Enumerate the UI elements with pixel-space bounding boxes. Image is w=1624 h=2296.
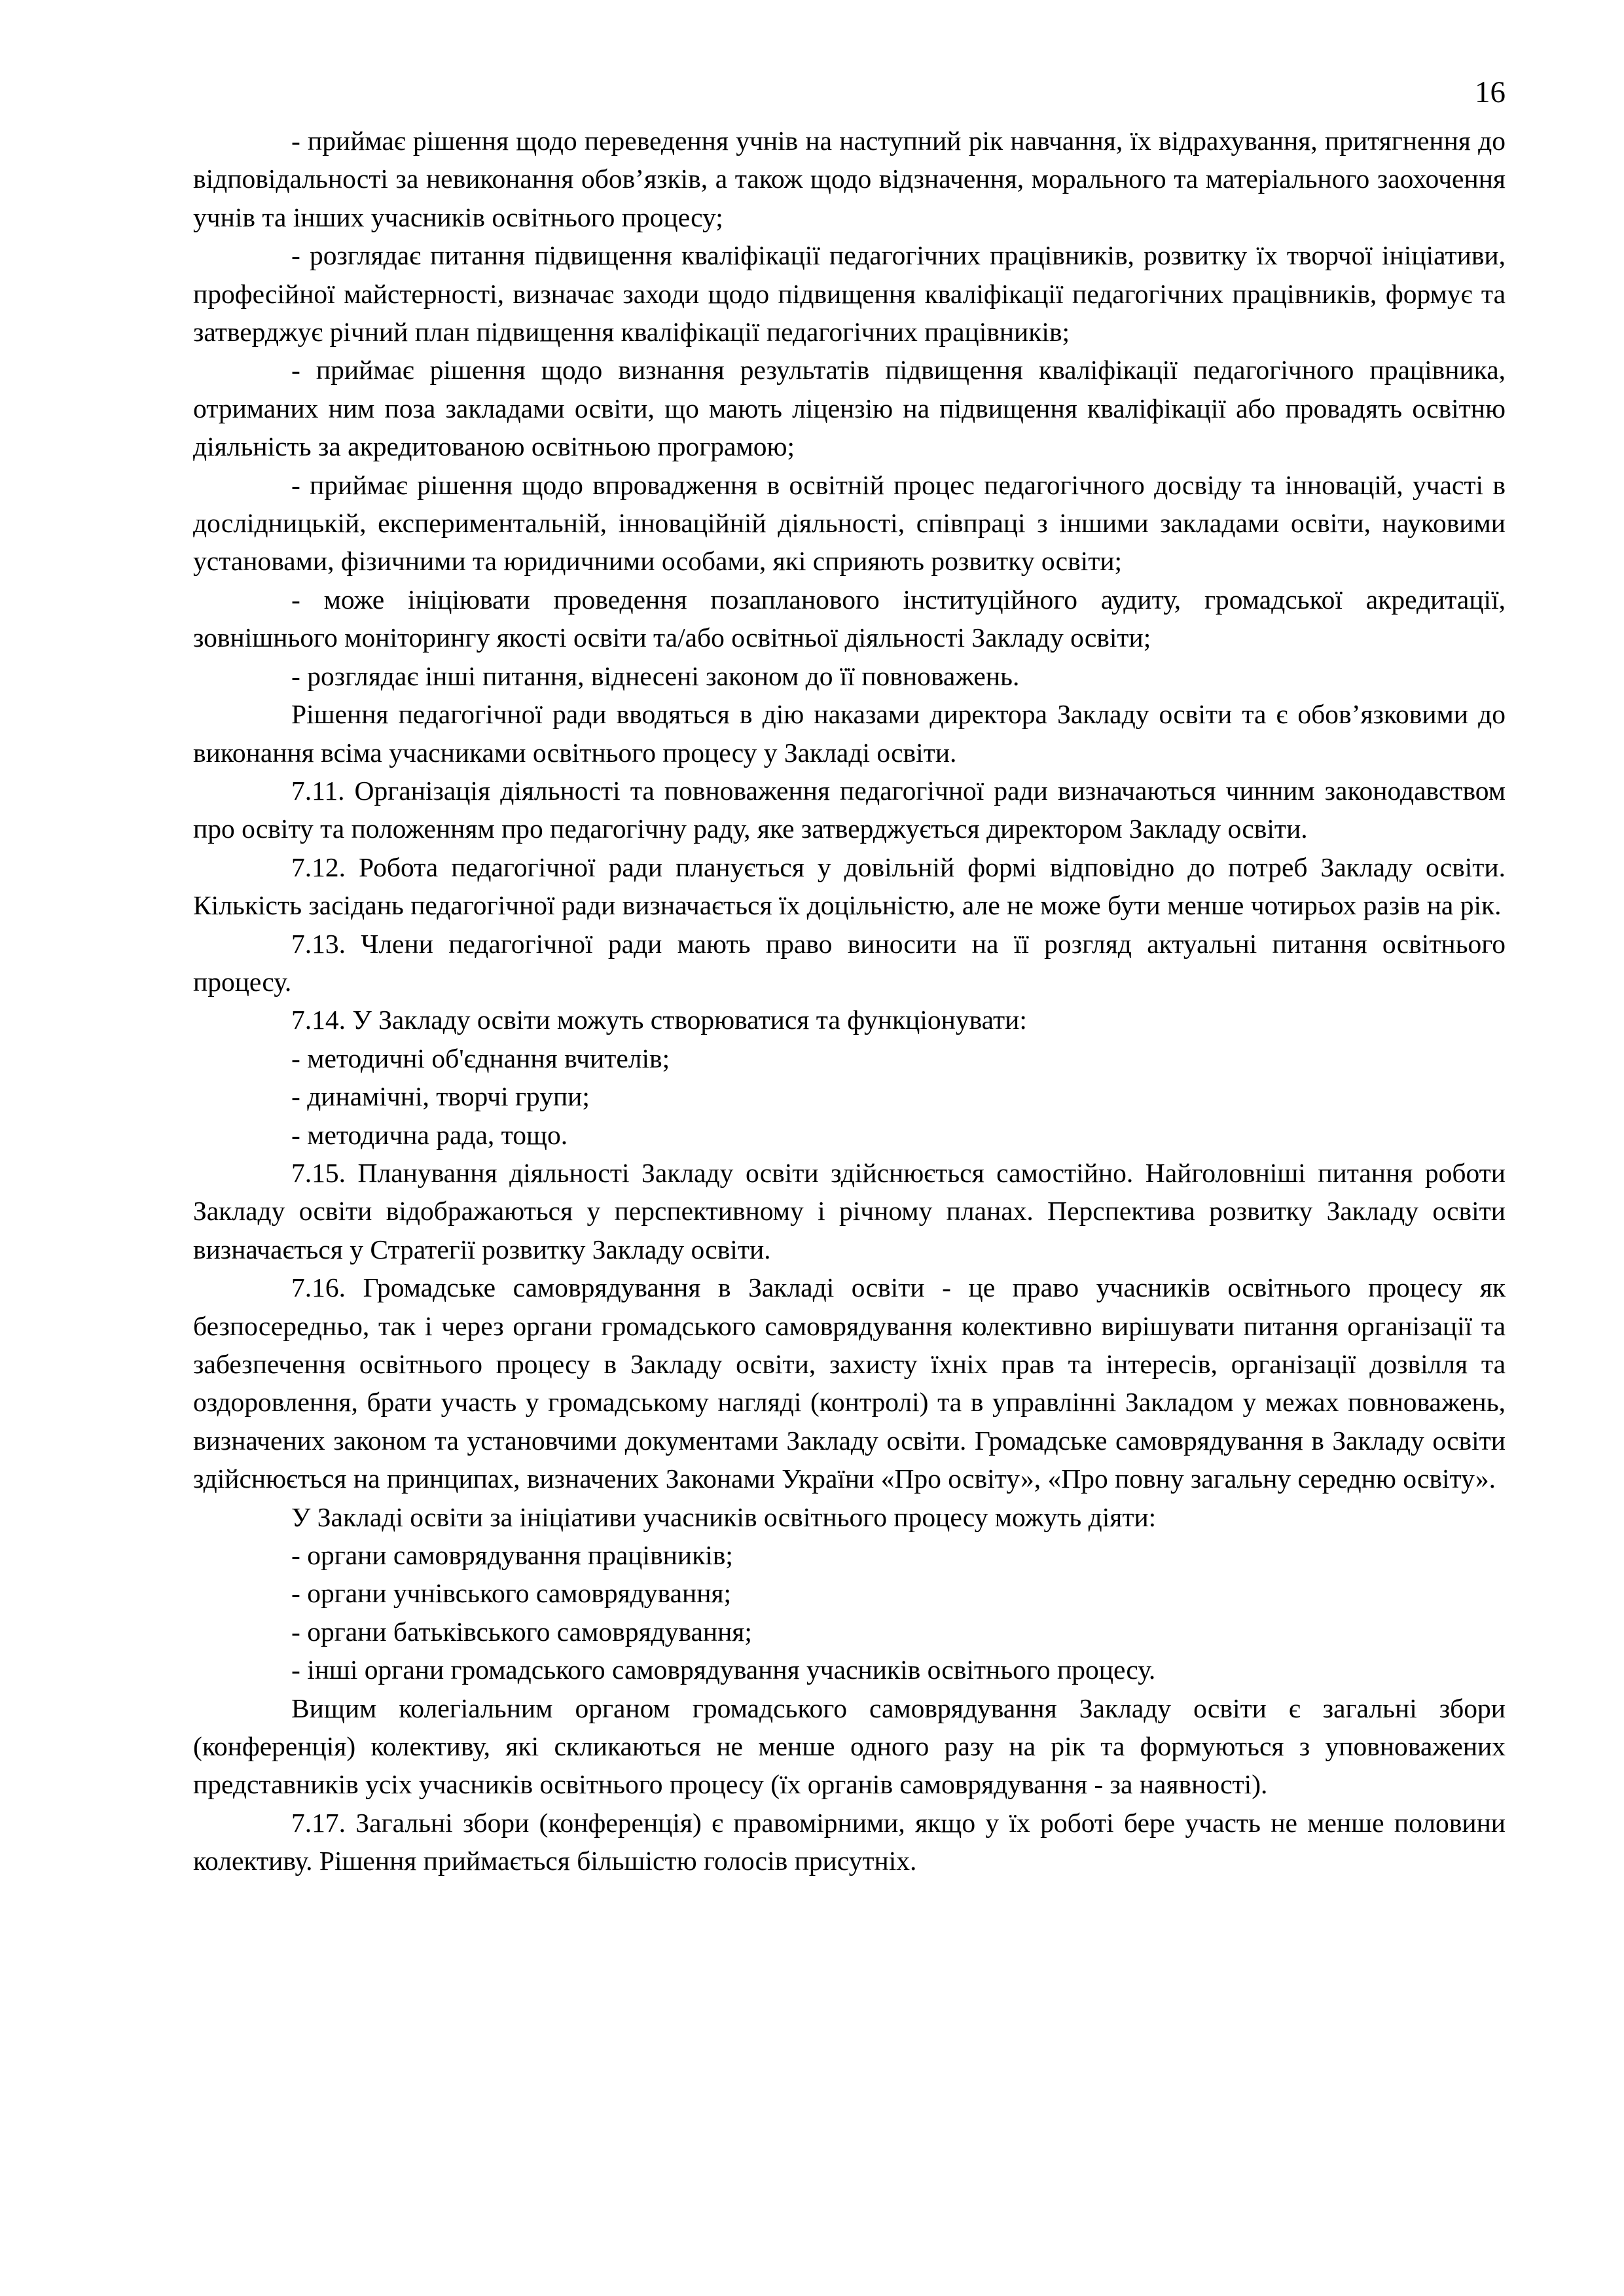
- list-item-parent-bodies: - органи батьківського самоврядування;: [291, 1616, 752, 1647]
- paragraph-council-decisions: Рішення педагогічної ради вводяться в дію наказами директора Закладу освіти та є обов’язковими до виконання всіма учасниками освітнього процесу у Закладі освіти.: [193, 699, 1506, 768]
- paragraph-other-issues: - розглядає інші питання, віднесені законом до її повноважень.: [291, 660, 1020, 691]
- paragraph-7-14: 7.14. У Закладу освіти можуть створюватися та функціонувати:: [291, 1005, 1027, 1035]
- paragraph-qualification-recognition: - приймає рішення щодо визнання результатів підвищення кваліфікації педагогічного працівника, отриманих ним поза закладами освіти, що мають ліцензію на підвищення кваліфікації або провадять освітню діяльність за акредитованою освітньою програмою;: [193, 355, 1506, 462]
- paragraph-promotion-decisions: - приймає рішення щодо переведення учнів на наступний рік навчання, їх відрахування, притягнення до відповідальності за невиконання обов’язків, а також щодо відзначення, морального та матеріального заохочення учнів та інших учасників освітнього процесу;: [193, 126, 1506, 232]
- list-item-methodical-council: - методична рада, тощо.: [291, 1119, 568, 1150]
- paragraph-7-13: 7.13. Члени педагогічної ради мають право виносити на її розгляд актуальні питання освітнього процесу.: [193, 928, 1506, 997]
- paragraph-7-12: 7.12. Робота педагогічної ради планується у довільній формі відповідно до потреб Закладу освіти. Кількість засідань педагогічної ради визначається їх доцільністю, але не може бути менше чотирьох разів на рік.: [193, 852, 1506, 921]
- paragraph-innovation: - приймає рішення щодо впровадження в освітній процес педагогічного досвіду та інновацій, участі в дослідницькій, експериментальній, інноваційній діяльності, співпраці з іншими закладами освіти, науковими установами, фізичними та юридичними особами, які сприяють розвитку освіти;: [193, 469, 1506, 577]
- list-item-methodical-associations: - методичні об'єднання вчителів;: [291, 1043, 670, 1073]
- paragraph-7-15: 7.15. Планування діяльності Закладу освіти здійснюється самостійно. Найголовніші питання роботи Закладу освіти відображаються у перспективному і річному планах. Перспектива розвитку Закладу освіти визначається у Стратегії розвитку Закладу освіти.: [193, 1157, 1506, 1265]
- paragraph-general-meeting: Вищим колегіальним органом громадського самоврядування Закладу освіти є загальні збори (конференція) колективу, які скликаються не менше одного разу на рік та формуються з уповноважених представників усіх учасників освітнього процесу (їх органів самоврядування - за наявності).: [193, 1693, 1506, 1800]
- paragraph-7-11: 7.11. Організація діяльності та повноваження педагогічної ради визначаються чинним законодавством про освіту та положенням про педагогічну раду, яке затверджується директором Закладу освіти.: [193, 775, 1506, 844]
- list-item-student-bodies: - органи учнівського самоврядування;: [291, 1578, 732, 1609]
- paragraph-self-government-bodies-intro: У Закладі освіти за ініціативи учасників освітнього процесу можуть діяти:: [291, 1501, 1157, 1532]
- paragraph-audit-initiation: - може ініціювати проведення позапланового інституційного аудиту, громадської акредитації, зовнішнього моніторингу якості освіти та/або освітньої діяльності Закладу освіти;: [193, 584, 1506, 653]
- page-number: 16: [1475, 75, 1506, 109]
- list-item-other-bodies: - інші органи громадського самоврядування учасників освітнього процесу.: [291, 1655, 1156, 1685]
- paragraph-7-17: 7.17. Загальні збори (конференція) є правомірними, якщо у їх роботі бере участь не менше половини колективу. Рішення приймається більшістю голосів присутніх.: [193, 1807, 1506, 1876]
- list-item-employees-bodies: - органи самоврядування працівників;: [291, 1540, 733, 1571]
- list-item-creative-groups: - динамічні, творчі групи;: [291, 1081, 590, 1112]
- document-body: [193, 122, 1506, 1880]
- paragraph-qualification-issues: - розглядає питання підвищення кваліфікації педагогічних працівників, розвитку їх творчої ініціативи, професійної майстерності, визначає заходи щодо підвищення кваліфікації педагогічних працівників, формує та затверджує річний план підвищення кваліфікації педагогічних працівників;: [193, 240, 1506, 348]
- paragraph-7-16: 7.16. Громадське самоврядування в Закладі освіти - це право учасників освітнього процесу як безпосередньо, так і через органи громадського самоврядування колективно вирішувати питання організації та забезпечення освітнього процесу в Закладу освіти, захисту їхніх прав та інтересів, організації дозвілля та оздоровлення, брати участь у громадському нагляді (контролі) та в управлінні Закладом у межах повноважень, визначених законом та установчими документами Закладу освіти. Громадське самоврядування в Закладу освіти здійснюється на принципах, визначених Законами України «Про освіту», «Про повну загальну середню освіту».: [193, 1272, 1506, 1494]
